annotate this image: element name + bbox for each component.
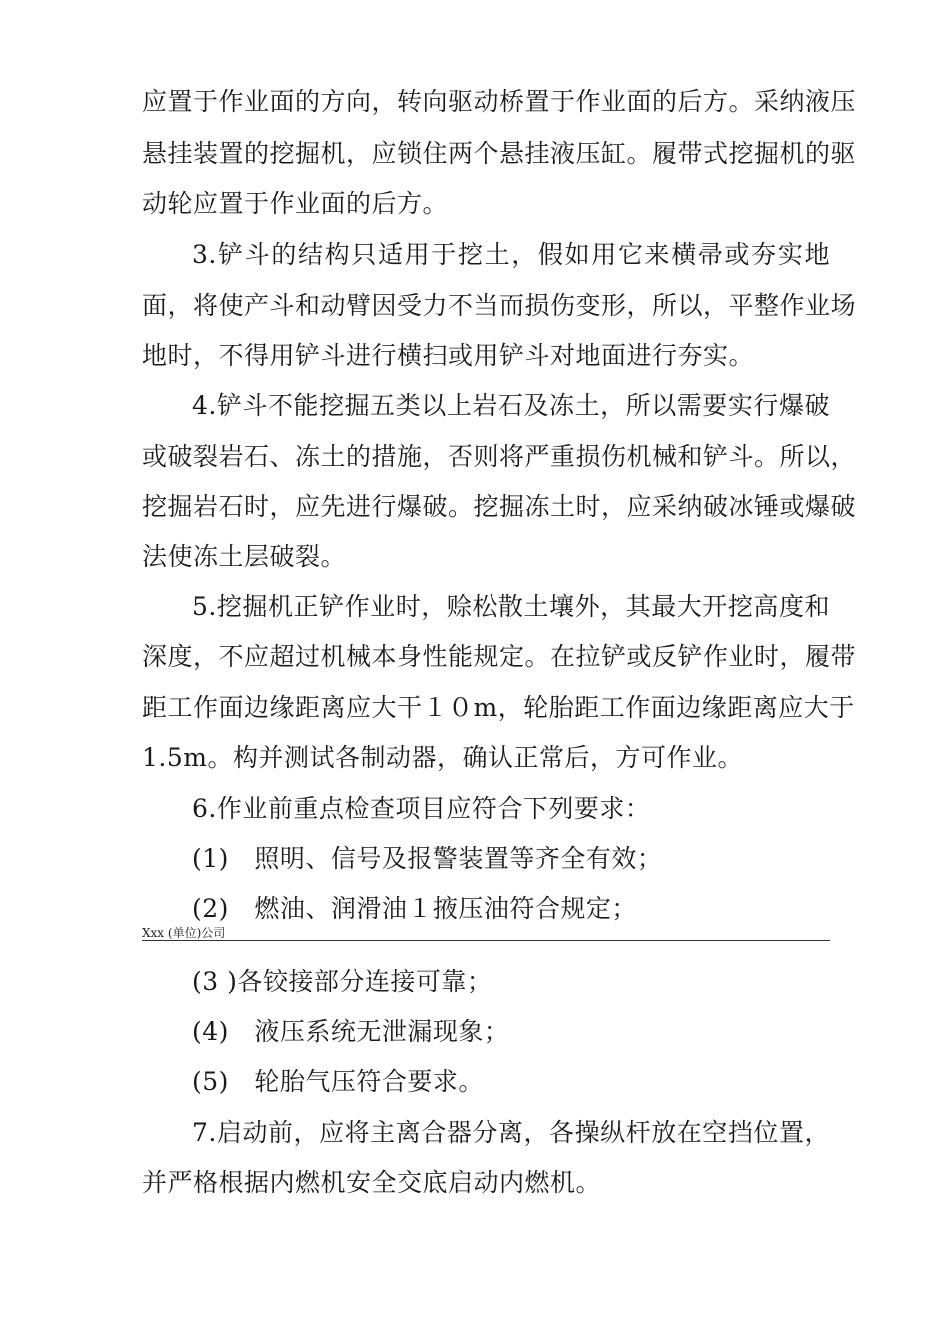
paragraph-line: 面，将使产斗和动臂因受力不当而损伤变形，所以，平整作业场 bbox=[142, 291, 857, 320]
paragraph-line: 深度，不应超过机械本身性能规定。在拉铲或反铲作业时，履带 bbox=[142, 642, 857, 671]
paragraph-line: 地时，不得用铲斗进行横扫或用铲斗对地面进行夯实。 bbox=[142, 341, 755, 370]
paragraph-3-first-line: 3.铲斗的结构只适用于挖土，假如用它来横帚或夯实地 bbox=[192, 240, 830, 269]
paragraph-line: 应置于作业面的方向，转向驱动桥置于作业面的后方。采纳液压 bbox=[142, 87, 857, 116]
list-item: (5) 轮胎气压符合要求。 bbox=[192, 1067, 484, 1096]
page-footer: Xxx (单位)公司 bbox=[142, 926, 226, 940]
paragraph-line: 1.5m。构并测试各制动器，确认正常后，方可作业。 bbox=[142, 743, 743, 772]
paragraph-4-first-line: 4.铲斗不能挖掘五类以上岩石及冻土，所以需要实行爆破 bbox=[192, 391, 830, 420]
list-item: (4) 液压系统无泄漏现象； bbox=[192, 1017, 510, 1046]
paragraph-7-first-line: 7.启动前，应将主离合器分离，各操纵杆放在空挡位置， bbox=[192, 1118, 830, 1147]
paragraph-line: 并严格根据内燃机安全交底启动内燃机。 bbox=[142, 1168, 602, 1197]
paragraph-line: 法使冻土层破裂。 bbox=[142, 542, 347, 571]
list-item: (1) 照明、信号及报警装置等齐全有效； bbox=[192, 844, 663, 873]
paragraph-5-first-line: 5.挖掘机正铲作业时，赊松散土壤外，其最大开挖高度和 bbox=[192, 592, 830, 621]
paragraph-line: 距工作面边缘距离应大干１０m，轮胎距工作面边缘距离应大于 bbox=[142, 693, 855, 722]
paragraph-line: 或破裂岩石、冻土的措施，否则将严重损伤机械和铲斗。所以， bbox=[142, 442, 857, 471]
paragraph-line: 悬挂装置的挖掘机，应锁住两个悬挂液压缸。履带式挖掘机的驱 bbox=[142, 139, 857, 168]
footer-divider bbox=[142, 940, 830, 941]
list-item: (2) 燃油、润滑油１掖压油符合规定； bbox=[192, 894, 637, 923]
list-item: (3 )各铰接部分连接可靠； bbox=[192, 967, 493, 996]
paragraph-6-heading: 6.作业前重点检查项目应符合下列要求： bbox=[192, 794, 651, 823]
paragraph-line: 动轮应置于作业面的后方。 bbox=[142, 189, 449, 218]
paragraph-line: 挖掘岩石时，应先进行爆破。挖掘冻土时，应采纳破冰锤或爆破 bbox=[142, 492, 857, 521]
